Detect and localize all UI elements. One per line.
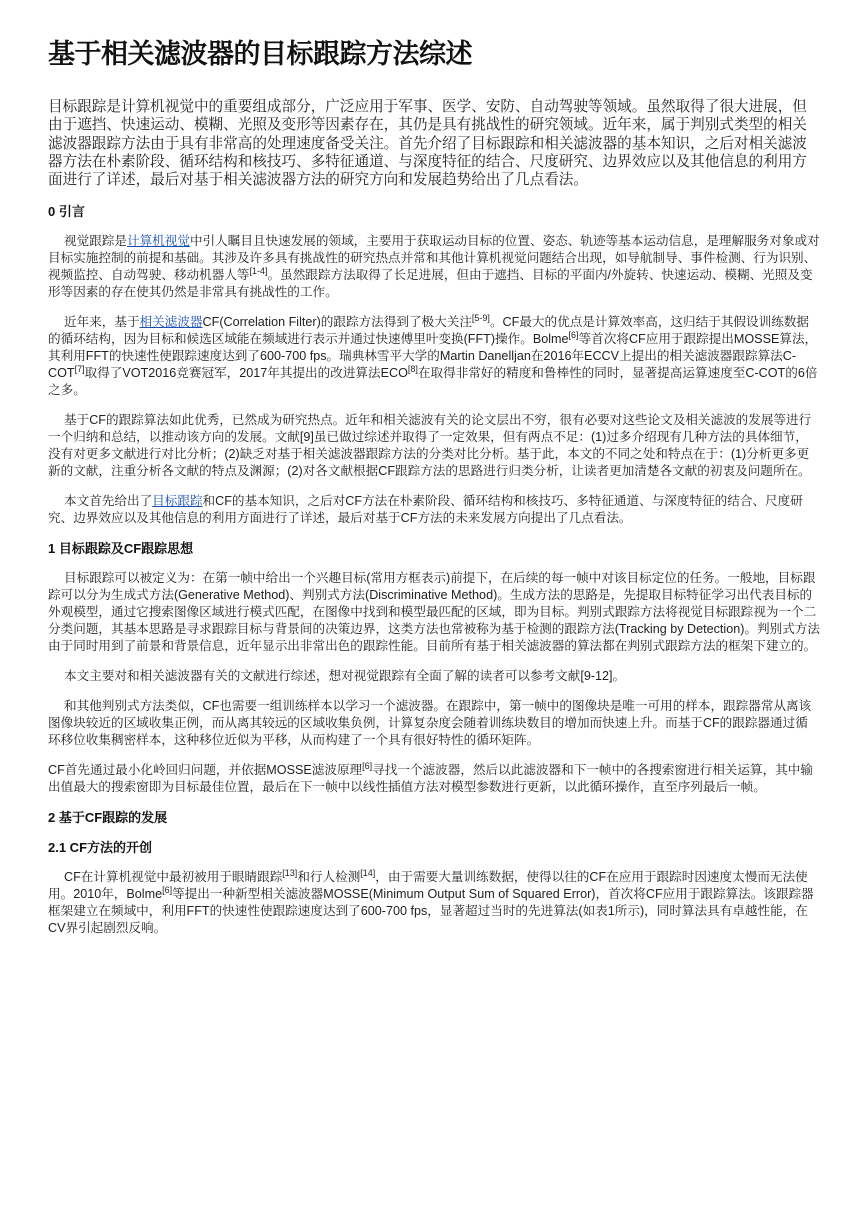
paragraph xyxy=(48,233,820,301)
link-target-tracking[interactable]: 目标跟踪 xyxy=(152,494,203,509)
citation: [6] xyxy=(362,761,373,772)
citation: [7] xyxy=(74,364,85,375)
text-run: CF(Correlation Filter)的跟踪方法得到了极大关注 xyxy=(202,315,472,330)
text-run: 等提出一种新型相关滤波器MOSSE(Minimum Output Sum of Squared Error)，首次将CF应用于跟踪算法。该跟踪器框架建立在频域中，利用FFT的快速性使跟踪速度达到了600-700 fps，显著超过当时的先进算法(如表1所示)，同时算法具有卓越性能，在CV界引起剧烈反响。 xyxy=(48,887,814,936)
section-heading-2: 2 基于CF跟踪的发展 xyxy=(48,810,168,826)
section-heading-0: 0 引言 xyxy=(48,204,85,220)
text-run: 。CF最大的优点是计算效率高，这归结于其假设训练数据的循环结构，因为目标和候选区域能在频域进行表示并通过快速傅里叶变换(FFT)操作。Bolme xyxy=(48,315,809,347)
text-run: 视觉跟踪是 xyxy=(64,234,127,249)
link-correlation-filter[interactable]: 相关滤波器 xyxy=(139,315,203,330)
text-run: 近年来，基于 xyxy=(64,315,140,330)
text-run: 本文首先给出了 xyxy=(64,494,153,509)
citation: [14] xyxy=(360,868,376,879)
paragraph: 和其他判别式方法类似，CF也需要一组训练样本以学习一个滤波器。在跟踪中，第一帧中的图像块是唯一可用的样本，跟踪器常从离该图像块较近的区域收集正例，而从离其较远的区域收集负例，计算复杂度会随着训练块数目的增加而快速上升。而基于CF的跟踪器通过循环移位收集稠密样本，这种移位近似为平移，从而构建了一个具有很好特性的循环矩阵。 xyxy=(48,699,812,748)
paragraph xyxy=(48,762,820,796)
article-title: 基于相关滤波器的目标跟踪方法综述 xyxy=(48,39,472,69)
text-run: 中引人瞩目且快速发展的领域，主要用于获取运动目标的位置、姿态、轨迹等基本运动信息，是理解服务对象或对目标实施控制的前提和基础。其涉及许多具有挑战性的研究热点并常和其他计算机视觉问题结合出现，如导航制导、事件检测、行为识别、视频监控、自动驾驶、移动机器人等 xyxy=(48,234,820,283)
text-run: 。虽然跟踪方法取得了长足进展，但由于遮挡、目标的平面内/外旋转、快速运动、模糊、光照及变形等因素的存在使其仍然是非常具有挑战性的工作。 xyxy=(48,268,813,300)
paragraph: 基于CF的跟踪算法如此优秀，已然成为研究热点。近年和相关滤波有关的论文层出不穷，很有必要对这些论文及相关滤波的发展等进行一个归纳和总结，以推动该方向的发展。文献[9]虽已做过综述并取得了一定效果，但有两点不足：(1)过多介绍现有几种方法的具体细节，没有对更多文献进行对比分析；(2)缺乏对基于相关滤波器跟踪方法的分类对比分析。基于此，本文的不同之处和特点在于：(1)分析更多更新的文献，注重分析各文献的特点及渊源；(2)对各文献根据CF跟踪方法的思路进行归类分析，让读者更加清楚各文献的初衷及问题所在。 xyxy=(48,413,812,479)
citation: [6] xyxy=(162,885,173,896)
text-run: 和行人检测 xyxy=(297,870,361,885)
text-run: 等首次将CF应用于跟踪提出MOSSE算法，其利用FFT的快速性使跟踪速度达到了600-700 fps。瑞典林雪平大学的Martin Danelljan在2016年ECCV上提出的相关滤波器跟踪算法C-COT xyxy=(48,332,818,381)
text-run: 和CF的基本知识，之后对CF方法在朴素阶段、循环结构和核技巧、多特征通道、与深度特征的结合、尺度研究、边界效应以及其他信息的利用方面进行了详述，最后对基于CF方法的未来发展方向提出了几点看法。 xyxy=(48,494,803,526)
text-run: 在取得非常好的精度和鲁棒性的同时，显著提高运算速度至C-COT的6倍之多。 xyxy=(48,366,818,398)
article xyxy=(48,36,820,950)
paragraph xyxy=(48,493,820,527)
abstract: 目标跟踪是计算机视觉中的重要组成部分，广泛应用于军事、医学、安防、自动驾驶等领域。虽然取得了很大进展，但由于遮挡、快速运动、模糊、光照及变形等因素存在，其仍是具有挑战性的研究领域。近年来，属于判别式类型的相关滤波器跟踪方法由于具有非常高的处理速度备受关注。首先介绍了目标跟踪和相关滤波器的基本知识，之后对相关滤波器方法在朴素阶段、循环结构和核技巧、多特征通道、与深度特征的结合、尺度研究、边界效应以及其他信息的利用方面进行了详述，最后对基于相关滤波器方法的研究方向和发展趋势给出了几点看法。 xyxy=(48,99,807,189)
section-heading-1: 1 目标跟踪及CF跟踪思想 xyxy=(48,541,194,557)
paragraph xyxy=(48,869,820,937)
paragraph xyxy=(48,314,820,399)
citation: [13] xyxy=(282,868,298,879)
citation: [8] xyxy=(407,364,418,375)
text-run: ，由于需要大量训练数据，使得以往的CF在应用于跟踪时因速度太慢而无法使用。2010年，Bolme xyxy=(48,870,808,902)
text-run: CF在计算机视觉中最初被用于眼睛跟踪 xyxy=(64,870,283,885)
citation: [5-9] xyxy=(471,313,490,324)
text-run: CF首先通过最小化岭回归问题，并依据MOSSE滤波原理 xyxy=(48,763,363,778)
paragraph: 本文主要对和相关滤波器有关的文献进行综述，想对视觉跟踪有全面了解的读者可以参考文献[9-12]。 xyxy=(64,669,626,684)
subsection-heading-2-1: 2.1 CF方法的开创 xyxy=(48,840,153,856)
citation: [1-4] xyxy=(249,266,268,277)
link-computer-vision[interactable]: 计算机视觉 xyxy=(126,234,190,249)
text-run: 取得了VOT2016竞赛冠军，2017年其提出的改进算法ECO xyxy=(84,366,408,381)
text-run: 寻找一个滤波器，然后以此滤波器和下一帧中的各搜索窗进行相关运算，其中输出值最大的搜索窗即为目标最佳位置，最后在下一帧中以线性插值方法对模型参数进行更新，以此循环操作，直至序列最后一帧。 xyxy=(48,763,813,795)
paragraph: 目标跟踪可以被定义为：在第一帧中给出一个兴趣目标(常用方框表示)前提下，在后续的每一帧中对该目标定位的任务。一般地，目标跟踪可以分为生成式方法(Generative Method)、判别式方法(Discriminative Method)。生成方法的思路是，先提取目标特征学习出代表目标的外观模型，通过它搜索图像区域进行模式匹配，在图像中找到和模型最匹配的区域，即为目标。判别式跟踪方法将视觉目标跟踪视为一个二分类问题，其基本思路是寻求跟踪目标与背景间的决策边界，这类方法也常被称为基于检测的跟踪方法(Tracking by Detection)。判别式方法由于同时用到了前景和背景信息，近年显示出非常出色的跟踪性能。目前所有基于相关滤波器的算法都在判别式跟踪方法的框架下建立的。 xyxy=(48,571,820,654)
citation: [6] xyxy=(568,330,579,341)
